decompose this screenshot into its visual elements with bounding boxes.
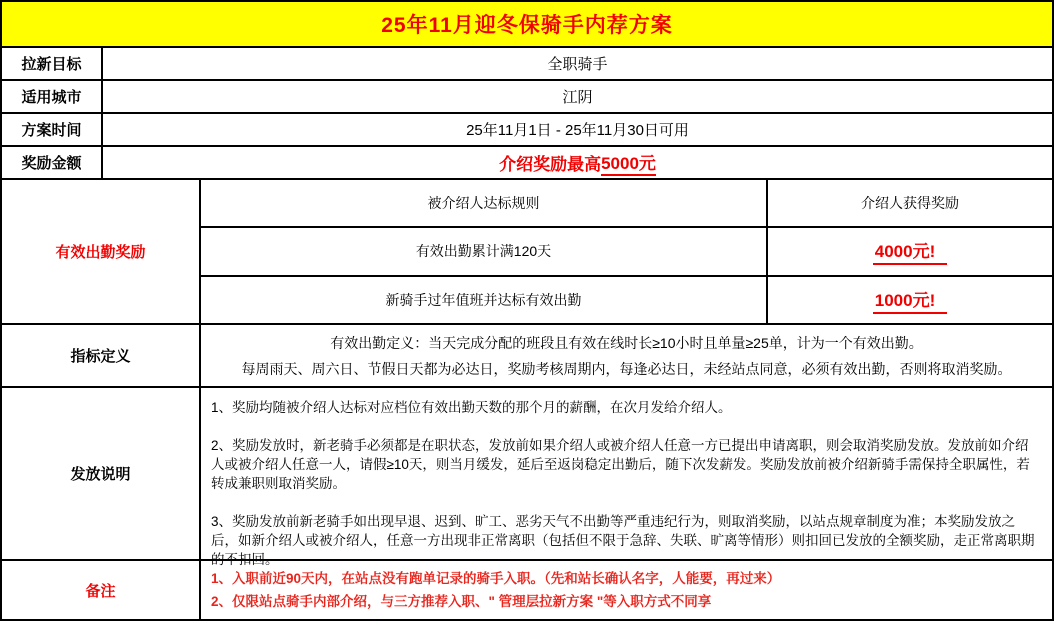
remark-line-2: 2、仅限站点骑手内部介绍，与三方推荐入职、" 管理层拉新方案 "等入职方式不同享 bbox=[211, 594, 712, 609]
info-row-period bbox=[2, 112, 1052, 145]
page-title: 25年11月迎冬保骑手内荐方案 bbox=[381, 14, 673, 37]
reward-amount-underlined: 5000元 bbox=[601, 149, 656, 176]
attendance-section-label: 有效出勤奖励 bbox=[2, 180, 201, 323]
info-label-city: 适用城市 bbox=[2, 81, 103, 112]
info-label-reward-amount: 奖励金额 bbox=[2, 147, 103, 178]
info-value-recruit-target: 全职骑手 bbox=[547, 56, 608, 73]
info-row-reward-amount bbox=[2, 145, 1052, 178]
info-label-recruit-target: 拉新目标 bbox=[2, 48, 103, 79]
attendance-reward-cell bbox=[768, 228, 1052, 274]
attendance-reward-1000: 1000元! bbox=[873, 286, 947, 314]
info-value-city: 江阴 bbox=[562, 89, 593, 106]
attendance-reward-4000: 4000元! bbox=[873, 237, 947, 265]
info-label-period: 方案时间 bbox=[2, 114, 103, 145]
attendance-reward-cell bbox=[768, 277, 1052, 323]
attendance-rule-120days: 有效出勤累计满120天 bbox=[201, 228, 768, 274]
attendance-subtable bbox=[201, 180, 1052, 323]
info-row-recruit-target bbox=[2, 46, 1052, 79]
definition-section-label: 指标定义 bbox=[2, 325, 201, 386]
definition-body bbox=[201, 325, 1052, 386]
remarks-section-label: 备注 bbox=[2, 561, 201, 619]
payout-body bbox=[201, 388, 1052, 567]
plan-title-row bbox=[2, 2, 1052, 46]
payout-rule-1: 1、奖励均随被介绍人达标对应档位有效出勤天数的那个月的薪酬，在次月发给介绍人。 bbox=[211, 400, 732, 415]
definition-line-2: 每周雨天、周六日、节假日天都为必达日，奖励考核周期内，每逢必达日，未经站点同意，必须有效出勤，否则将取消奖励。 bbox=[241, 360, 1012, 377]
attendance-header-row bbox=[201, 180, 1052, 226]
info-value-reward-amount bbox=[103, 147, 1052, 178]
remarks-section bbox=[2, 559, 1052, 619]
attendance-rule-newyear-duty: 新骑手过年值班并达标有效出勤 bbox=[201, 277, 768, 323]
payout-rules-section bbox=[2, 386, 1052, 567]
info-value-period: 25年11月1日 - 25年11月30日可用 bbox=[466, 122, 689, 139]
payout-rule-2: 2、奖励发放时，新老骑手必须都是在职状态，发放前如果介绍人或被介绍人任意一方已提出申请离职，则会取消奖励发放。发放前如介绍人或被介绍人任意一人，请假≥10天，则当月缓发，延后至返岗稳定出勤后，随下次发薪发。奖励发放前被介绍新骑手需保持全职属性，若转成兼职则取消奖励。 bbox=[211, 438, 1030, 491]
definition-line-1: 有效出勤定义：当天完成分配的班段且有效在线时长≥10小时且单量≥25单，计为一个有效出勤。 bbox=[330, 334, 923, 351]
payout-rule-3: 3、奖励发放前新老骑手如出现早退、迟到、旷工、恶劣天气不出勤等严重违纪行为，则取消奖励，以站点规章制度为准；本奖励发放之后，如新介绍人或被介绍人，任意一方出现非正常离职（包括但不限于急辞、失联、旷离等情形）则扣回已发放的全额奖励，走正常离职期的不扣回。 bbox=[211, 514, 1035, 567]
reward-amount-prefix: 介绍奖励最高 bbox=[499, 155, 602, 174]
info-row-city bbox=[2, 79, 1052, 112]
attendance-row-120days bbox=[201, 226, 1052, 274]
attendance-header-reward: 介绍人获得奖励 bbox=[861, 195, 959, 212]
remarks-body bbox=[201, 561, 1052, 619]
definition-section bbox=[2, 323, 1052, 386]
attendance-header-rule: 被介绍人达标规则 bbox=[201, 180, 768, 226]
attendance-row-newyear-duty bbox=[201, 275, 1052, 323]
attendance-reward-section bbox=[2, 178, 1052, 323]
payout-section-label: 发放说明 bbox=[2, 388, 201, 559]
remark-line-1: 1、入职前近90天内，在站点没有跑单记录的骑手入职。（先和站长确认名字，人能要，再过来） bbox=[211, 571, 781, 586]
